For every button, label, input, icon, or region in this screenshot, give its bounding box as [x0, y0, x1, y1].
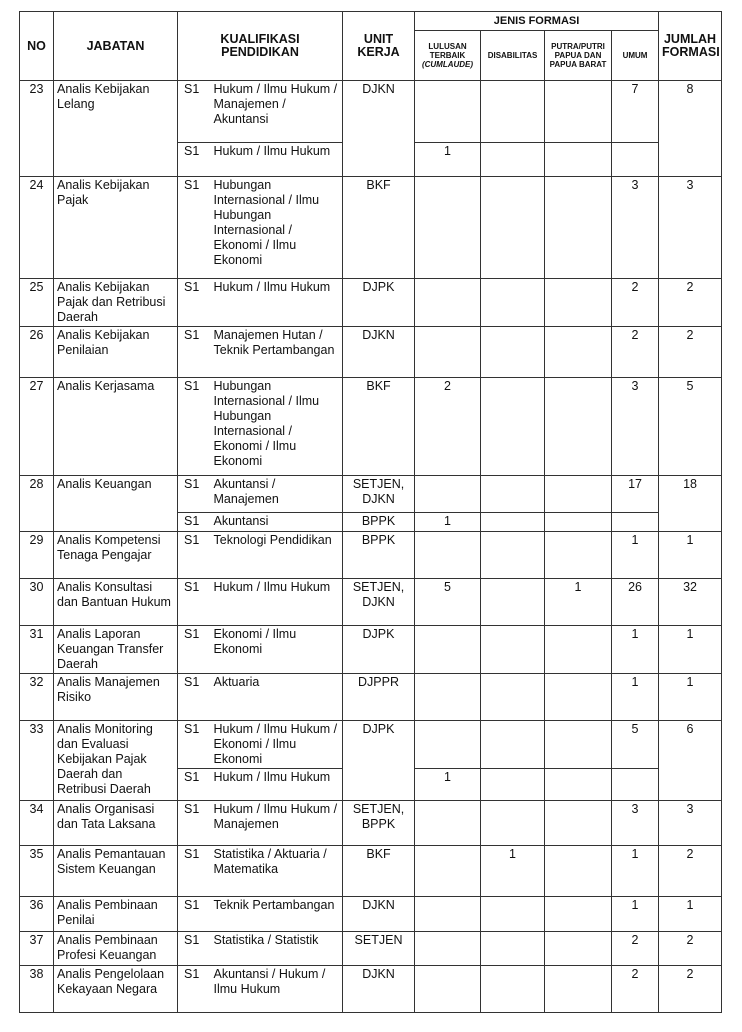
row-unit-kerja: DJKN	[343, 897, 415, 932]
row-no: 27	[20, 378, 54, 476]
row-no: 36	[20, 897, 54, 932]
header-papua: PUTRA/PUTRI PAPUA DAN PAPUA BARAT	[545, 31, 612, 81]
row-kualifikasi: Hubungan Internasional / Ilmu Hubungan Internasional / Ekonomi / Ilmu Ekonomi	[212, 378, 343, 476]
row-jumlah-formasi: 2	[659, 327, 722, 378]
row-disabilitas	[481, 177, 545, 279]
header-umum: UMUM	[612, 31, 659, 81]
row-papua	[545, 801, 612, 846]
table-row	[20, 579, 722, 626]
row-disabilitas	[481, 378, 545, 476]
row-jumlah-formasi: 32	[659, 579, 722, 626]
header-cumlaude: (CUMLAUDE)	[421, 60, 474, 69]
row-no: 37	[20, 932, 54, 966]
row-umum: 3	[612, 177, 659, 279]
row-jabatan: Analis Kebijakan Lelang	[54, 81, 178, 177]
row-disabilitas	[481, 476, 545, 513]
row-kualifikasi: Aktuaria	[212, 674, 343, 721]
row-jabatan: Analis Keuangan	[54, 476, 178, 532]
row-no: 38	[20, 966, 54, 1013]
row-jabatan: Analis Monitoring dan Evaluasi Kebijakan Pajak Daerah dan Retribusi Daerah	[54, 721, 178, 801]
row-jabatan: Analis Kerjasama	[54, 378, 178, 476]
row-papua	[545, 897, 612, 932]
row-unit-kerja: SETJEN	[343, 932, 415, 966]
row-disabilitas	[481, 769, 545, 801]
row-lulusan-terbaik	[415, 897, 481, 932]
row-jabatan: Analis Kebijakan Penilaian	[54, 327, 178, 378]
row-papua	[545, 143, 612, 177]
row-jenjang: S1	[178, 476, 212, 513]
row-jabatan: Analis Manajemen Risiko	[54, 674, 178, 721]
row-papua	[545, 932, 612, 966]
row-unit-kerja: BPPK	[343, 532, 415, 579]
row-papua: 1	[545, 579, 612, 626]
row-umum: 7	[612, 81, 659, 143]
row-jumlah-formasi: 1	[659, 532, 722, 579]
table-row	[20, 532, 722, 579]
row-no: 26	[20, 327, 54, 378]
row-jabatan: Analis Organisasi dan Tata Laksana	[54, 801, 178, 846]
row-disabilitas	[481, 81, 545, 143]
row-kualifikasi: Hubungan Internasional / Ilmu Hubungan Internasional / Ekonomi / Ilmu Ekonomi	[212, 177, 343, 279]
row-lulusan-terbaik	[415, 932, 481, 966]
row-lulusan-terbaik: 1	[415, 513, 481, 532]
row-unit-kerja: BPPK	[343, 513, 415, 532]
row-jumlah-formasi: 18	[659, 476, 722, 532]
row-no: 33	[20, 721, 54, 801]
header-unit-kerja: UNIT KERJA	[343, 12, 415, 81]
row-umum: 1	[612, 626, 659, 674]
header-kualifikasi: KUALIFIKASI PENDIDIKAN	[178, 12, 343, 81]
table-row	[20, 932, 722, 966]
row-lulusan-terbaik: 1	[415, 143, 481, 177]
table-row	[20, 378, 722, 476]
row-lulusan-terbaik: 5	[415, 579, 481, 626]
row-kualifikasi: Ekonomi / Ilmu Ekonomi	[212, 626, 343, 674]
header-jenis-formasi: JENIS FORMASI	[415, 12, 659, 31]
row-disabilitas	[481, 801, 545, 846]
table-row	[20, 327, 722, 378]
row-jumlah-formasi: 3	[659, 801, 722, 846]
row-jabatan: Analis Pemantauan Sistem Keuangan	[54, 846, 178, 897]
row-jenjang: S1	[178, 532, 212, 579]
row-unit-kerja: DJKN	[343, 81, 415, 177]
row-disabilitas	[481, 897, 545, 932]
table-row	[20, 801, 722, 846]
header-no: NO	[20, 12, 54, 81]
row-lulusan-terbaik	[415, 532, 481, 579]
row-papua	[545, 532, 612, 579]
row-kualifikasi: Hukum / Ilmu Hukum / Manajemen / Akuntansi	[212, 81, 343, 143]
row-umum: 1	[612, 897, 659, 932]
row-lulusan-terbaik	[415, 327, 481, 378]
row-papua	[545, 327, 612, 378]
row-papua	[545, 476, 612, 513]
row-umum: 2	[612, 966, 659, 1013]
row-jabatan: Analis Laporan Keuangan Transfer Daerah	[54, 626, 178, 674]
row-papua	[545, 626, 612, 674]
row-kualifikasi: Hukum / Ilmu Hukum	[212, 579, 343, 626]
row-unit-kerja: DJPK	[343, 721, 415, 801]
row-disabilitas	[481, 579, 545, 626]
row-jumlah-formasi: 3	[659, 177, 722, 279]
row-no: 29	[20, 532, 54, 579]
row-jumlah-formasi: 5	[659, 378, 722, 476]
row-jumlah-formasi: 1	[659, 897, 722, 932]
row-papua	[545, 769, 612, 801]
row-disabilitas	[481, 626, 545, 674]
row-disabilitas	[481, 674, 545, 721]
row-umum: 1	[612, 674, 659, 721]
row-unit-kerja: SETJEN, DJKN	[343, 579, 415, 626]
row-unit-kerja: BKF	[343, 378, 415, 476]
row-jumlah-formasi: 2	[659, 846, 722, 897]
header-lulusan-label: LULUSAN TERBAIK	[428, 42, 467, 60]
row-kualifikasi: Akuntansi / Manajemen	[212, 476, 343, 513]
row-jenjang: S1	[178, 769, 212, 801]
row-umum: 2	[612, 327, 659, 378]
row-papua	[545, 81, 612, 143]
row-papua	[545, 378, 612, 476]
row-umum: 5	[612, 721, 659, 769]
header-jabatan: JABATAN	[54, 12, 178, 81]
row-papua	[545, 674, 612, 721]
row-lulusan-terbaik	[415, 177, 481, 279]
row-jabatan: Analis Pembinaan Penilai	[54, 897, 178, 932]
row-no: 30	[20, 579, 54, 626]
row-jenjang: S1	[178, 626, 212, 674]
row-papua	[545, 846, 612, 897]
row-disabilitas	[481, 143, 545, 177]
row-lulusan-terbaik	[415, 846, 481, 897]
table-row	[20, 721, 722, 769]
row-disabilitas	[481, 966, 545, 1013]
row-no: 24	[20, 177, 54, 279]
row-jumlah-formasi: 1	[659, 626, 722, 674]
row-jenjang: S1	[178, 327, 212, 378]
table-row	[20, 846, 722, 897]
row-unit-kerja: BKF	[343, 177, 415, 279]
row-jumlah-formasi: 2	[659, 932, 722, 966]
row-lulusan-terbaik	[415, 674, 481, 721]
row-disabilitas	[481, 327, 545, 378]
row-lulusan-terbaik	[415, 476, 481, 513]
table-row	[20, 966, 722, 1013]
row-kualifikasi: Hukum / Ilmu Hukum	[212, 143, 343, 177]
row-papua	[545, 177, 612, 279]
row-jumlah-formasi: 6	[659, 721, 722, 801]
row-umum	[612, 513, 659, 532]
row-jenjang: S1	[178, 177, 212, 279]
row-lulusan-terbaik	[415, 81, 481, 143]
row-kualifikasi: Hukum / Ilmu Hukum	[212, 279, 343, 327]
row-lulusan-terbaik	[415, 966, 481, 1013]
table-row	[20, 279, 722, 327]
row-umum: 2	[612, 932, 659, 966]
row-umum: 26	[612, 579, 659, 626]
row-papua	[545, 279, 612, 327]
table-row	[20, 476, 722, 513]
row-umum	[612, 143, 659, 177]
row-lulusan-terbaik	[415, 279, 481, 327]
table-row	[20, 626, 722, 674]
table-row	[20, 177, 722, 279]
row-lulusan-terbaik: 2	[415, 378, 481, 476]
row-unit-kerja: DJPPR	[343, 674, 415, 721]
row-jenjang: S1	[178, 279, 212, 327]
table-body	[20, 81, 722, 1013]
row-papua	[545, 721, 612, 769]
row-no: 32	[20, 674, 54, 721]
row-papua	[545, 513, 612, 532]
row-umum	[612, 769, 659, 801]
row-kualifikasi: Manajemen Hutan / Teknik Pertambangan	[212, 327, 343, 378]
row-jenjang: S1	[178, 846, 212, 897]
row-jenjang: S1	[178, 378, 212, 476]
row-kualifikasi: Akuntansi / Hukum / Ilmu Hukum	[212, 966, 343, 1013]
row-jabatan: Analis Pengelolaan Kekayaan Negara	[54, 966, 178, 1013]
row-jenjang: S1	[178, 721, 212, 769]
row-no: 25	[20, 279, 54, 327]
row-kualifikasi: Hukum / Ilmu Hukum	[212, 769, 343, 801]
row-unit-kerja: DJKN	[343, 966, 415, 1013]
row-kualifikasi: Statistika / Statistik	[212, 932, 343, 966]
row-jumlah-formasi: 1	[659, 674, 722, 721]
row-unit-kerja: SETJEN, BPPK	[343, 801, 415, 846]
row-lulusan-terbaik	[415, 721, 481, 769]
row-jenjang: S1	[178, 579, 212, 626]
row-umum: 1	[612, 532, 659, 579]
row-jenjang: S1	[178, 143, 212, 177]
row-umum: 1	[612, 846, 659, 897]
row-lulusan-terbaik	[415, 626, 481, 674]
header-disabilitas: DISABILITAS	[481, 31, 545, 81]
row-papua	[545, 966, 612, 1013]
table-row	[20, 897, 722, 932]
row-jabatan: Analis Kebijakan Pajak dan Retribusi Daerah	[54, 279, 178, 327]
row-unit-kerja: DJPK	[343, 626, 415, 674]
row-umum: 3	[612, 378, 659, 476]
row-lulusan-terbaik	[415, 801, 481, 846]
row-jenjang: S1	[178, 513, 212, 532]
row-jumlah-formasi: 2	[659, 966, 722, 1013]
row-jabatan: Analis Pembinaan Profesi Keuangan	[54, 932, 178, 966]
row-umum: 2	[612, 279, 659, 327]
row-jenjang: S1	[178, 81, 212, 143]
row-jenjang: S1	[178, 674, 212, 721]
row-umum: 3	[612, 801, 659, 846]
row-jabatan: Analis Kompetensi Tenaga Pengajar	[54, 532, 178, 579]
header-lulusan-terbaik	[415, 31, 481, 81]
row-disabilitas	[481, 513, 545, 532]
row-disabilitas	[481, 932, 545, 966]
row-disabilitas	[481, 279, 545, 327]
row-disabilitas	[481, 721, 545, 769]
row-jenjang: S1	[178, 932, 212, 966]
row-no: 34	[20, 801, 54, 846]
row-kualifikasi: Statistika / Aktuaria / Matematika	[212, 846, 343, 897]
row-no: 28	[20, 476, 54, 532]
formasi-table	[19, 11, 722, 1013]
table-row	[20, 81, 722, 143]
row-jumlah-formasi: 8	[659, 81, 722, 177]
row-disabilitas: 1	[481, 846, 545, 897]
row-kualifikasi: Teknik Pertambangan	[212, 897, 343, 932]
row-unit-kerja: SETJEN, DJKN	[343, 476, 415, 513]
row-unit-kerja: BKF	[343, 846, 415, 897]
row-kualifikasi: Akuntansi	[212, 513, 343, 532]
row-kualifikasi: Hukum / Ilmu Hukum / Manajemen	[212, 801, 343, 846]
row-kualifikasi: Hukum / Ilmu Hukum / Ekonomi / Ilmu Ekonomi	[212, 721, 343, 769]
header-jumlah-formasi: JUMLAH FORMASI	[659, 12, 722, 81]
row-kualifikasi: Teknologi Pendidikan	[212, 532, 343, 579]
row-jenjang: S1	[178, 801, 212, 846]
row-jumlah-formasi: 2	[659, 279, 722, 327]
table-row	[20, 674, 722, 721]
row-disabilitas	[481, 532, 545, 579]
row-lulusan-terbaik: 1	[415, 769, 481, 801]
row-unit-kerja: DJPK	[343, 279, 415, 327]
row-no: 23	[20, 81, 54, 177]
row-jenjang: S1	[178, 966, 212, 1013]
row-no: 35	[20, 846, 54, 897]
row-jabatan: Analis Konsultasi dan Bantuan Hukum	[54, 579, 178, 626]
row-no: 31	[20, 626, 54, 674]
row-jabatan: Analis Kebijakan Pajak	[54, 177, 178, 279]
row-jenjang: S1	[178, 897, 212, 932]
row-umum: 17	[612, 476, 659, 513]
row-unit-kerja: DJKN	[343, 327, 415, 378]
